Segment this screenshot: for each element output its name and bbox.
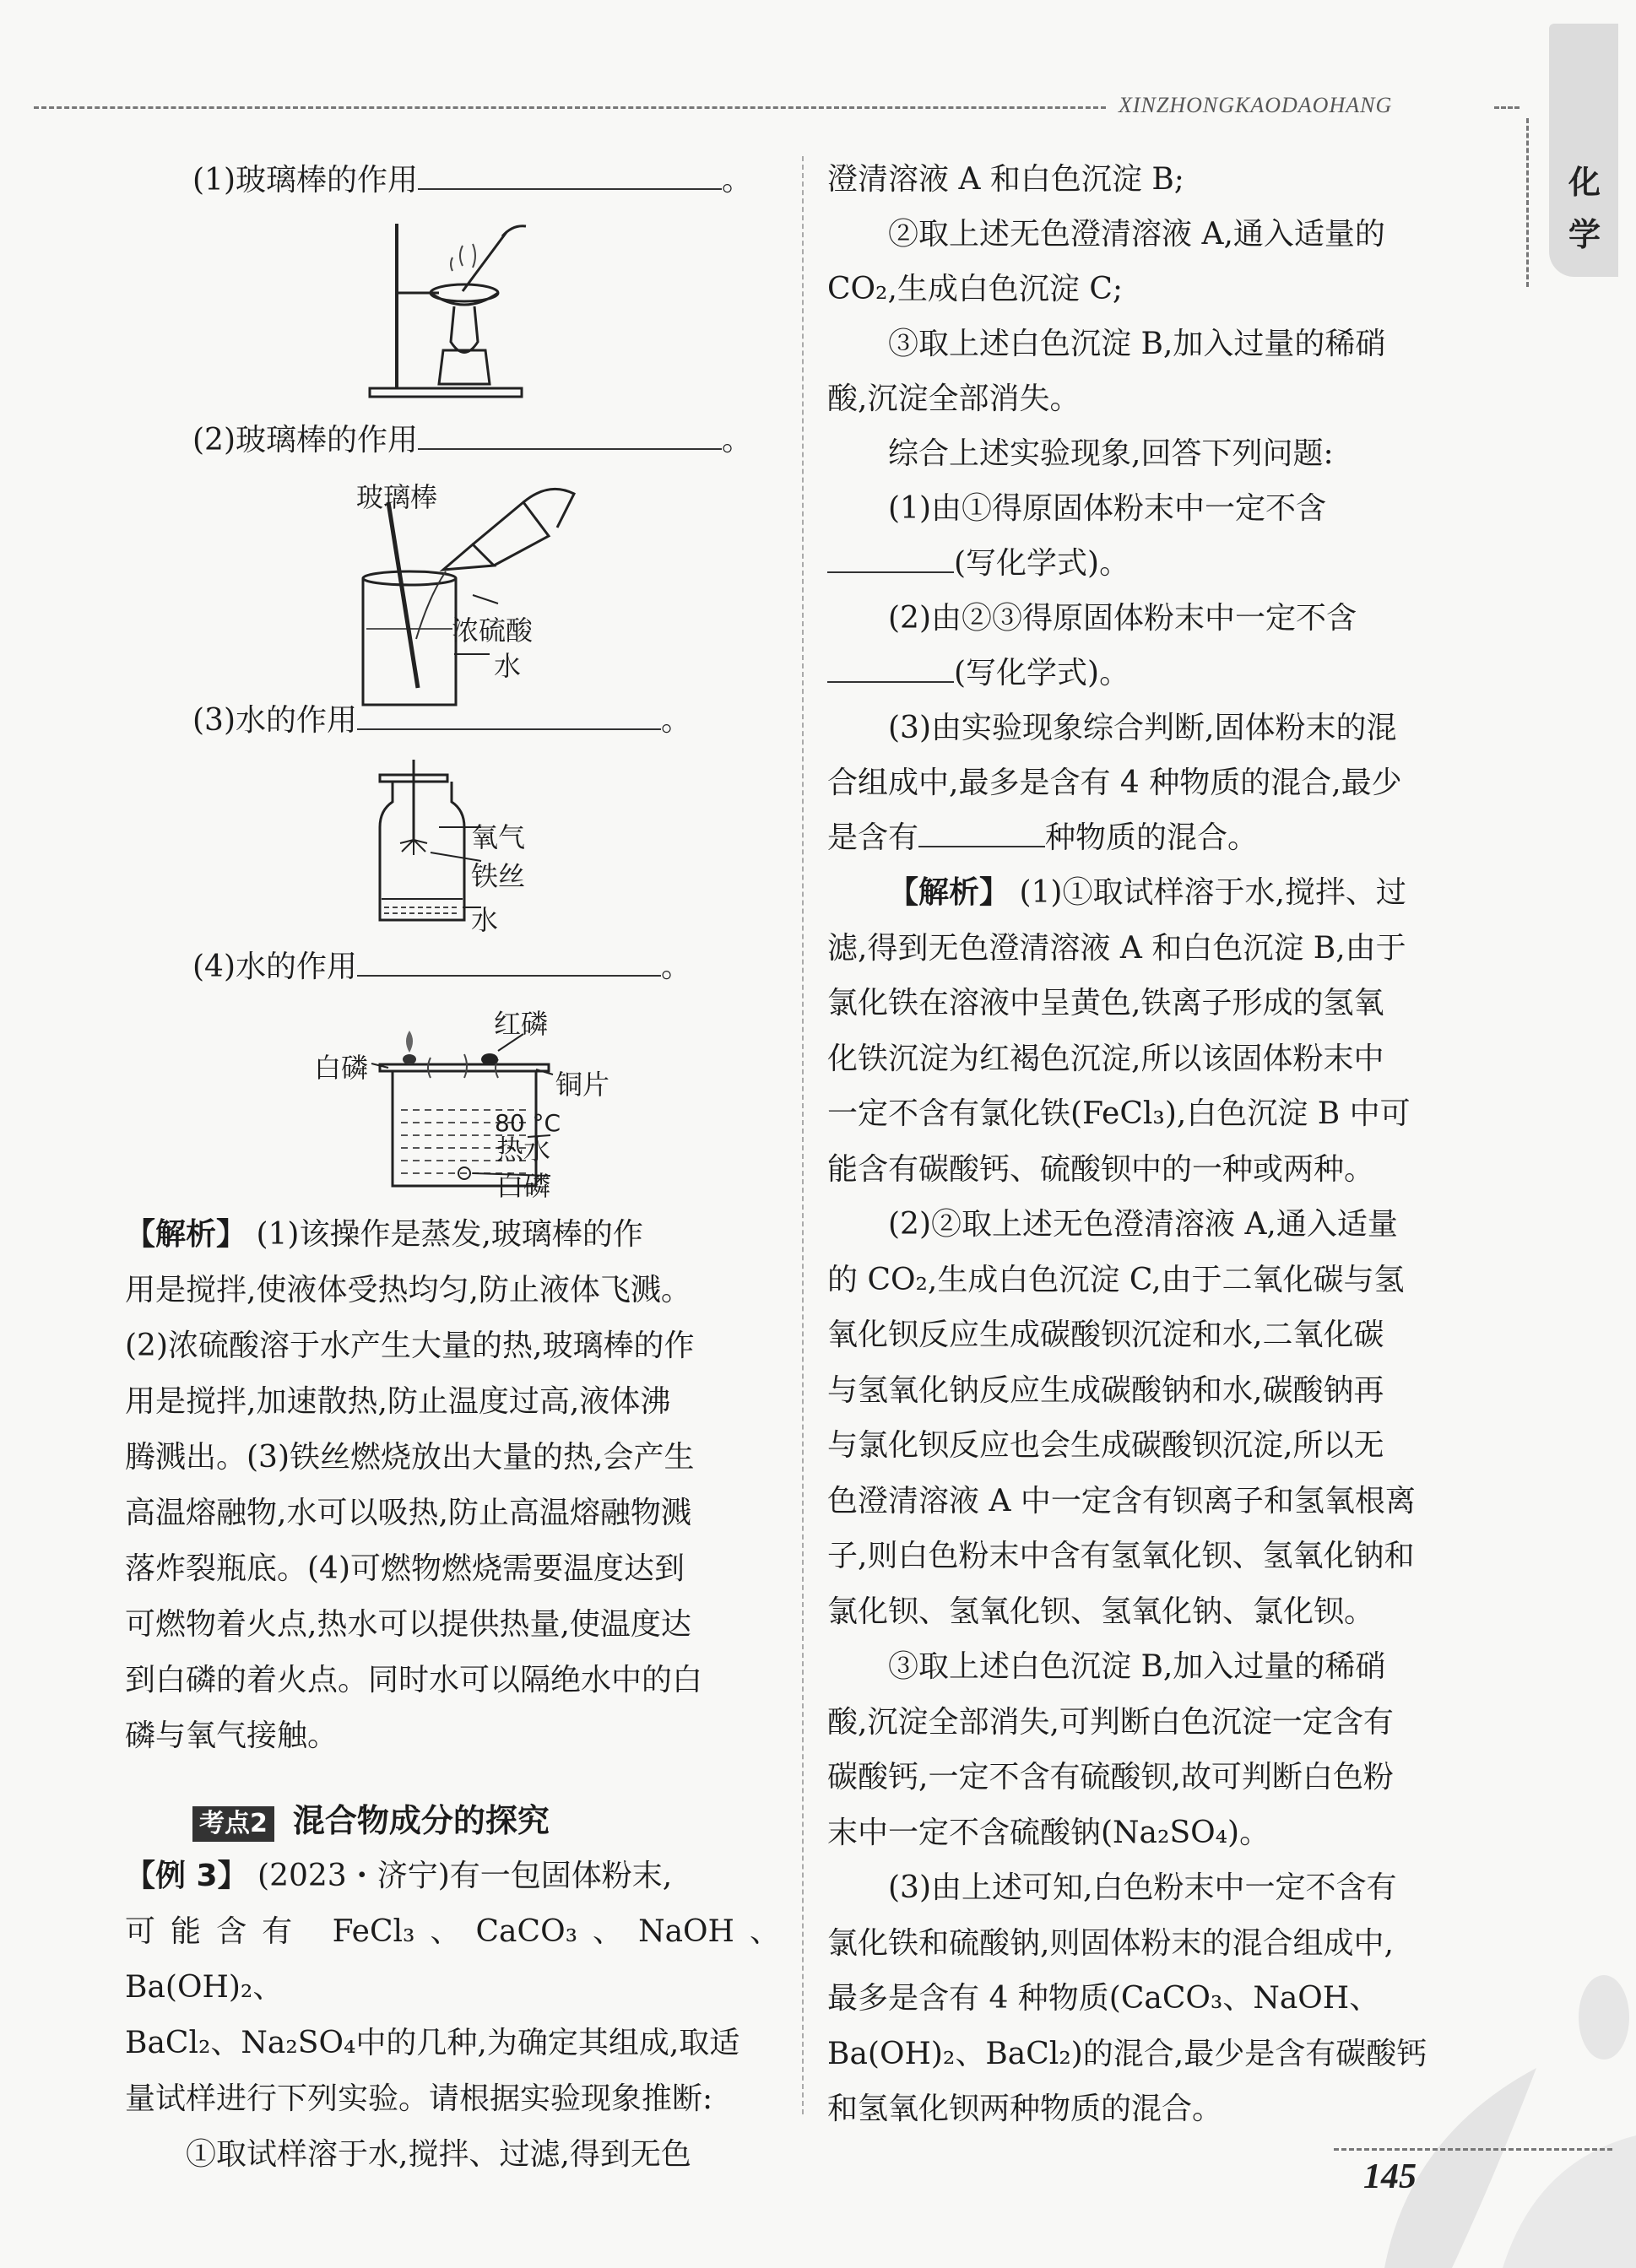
answer-blank-3[interactable] — [357, 728, 661, 730]
left-analysis-line: 高温熔融物,水可以吸热,防止高温熔融物溅 — [125, 1496, 691, 1530]
answer-blank-r1[interactable] — [827, 571, 954, 573]
example-line: 【例 3】 (2023・济宁)有一包固体粉末, — [125, 1859, 673, 1893]
right-analysis-line: 滤,得到无色澄清溶液 A 和白色沉淀 B,由于 — [827, 930, 1406, 966]
right-analysis-line: 最多是含有 4 种物质(CaCO₃、NaOH、 — [827, 1981, 1380, 2016]
right-line: ②取上述无色澄清溶液 A,通入适量的 — [888, 217, 1385, 252]
section-badge: 考点2 — [192, 1806, 274, 1842]
right-analysis-line: 酸,沉淀全部消失,可判断白色沉淀一定含有 — [827, 1704, 1394, 1740]
right-analysis-line: 氯化铁在溶液中呈黄色,铁离子形成的氢氧 — [827, 986, 1384, 1020]
question-4: (4)水的作用 。 — [192, 950, 692, 984]
right-analysis-line: 能含有碳酸钙、硫酸钡中的一种或两种。 — [827, 1151, 1375, 1187]
right-analysis-line: ③取上述白色沉淀 B,加入过量的稀硝 — [888, 1649, 1386, 1684]
right-line: CO₂,生成白色沉淀 C; — [827, 272, 1124, 306]
label-copper-sheet: 铜片 — [555, 1069, 610, 1101]
example-3 — [125, 1849, 780, 2183]
answer-blank-2[interactable] — [418, 448, 722, 450]
right-analysis-line: (3)由上述可知,白色粉末中一定不含有 — [888, 1870, 1397, 1905]
decorative-leaf-pattern — [1283, 1967, 1636, 2268]
example-line: BaCl₂、Na₂SO₄中的几种,为确定其组成,取适 — [125, 2026, 740, 2060]
label-red-phosphorus: 红磷 — [494, 1008, 549, 1040]
right-column-top — [827, 152, 1482, 865]
right-line: 是含有 种物质的混合。 — [827, 820, 1259, 855]
right-analysis-line: 碳酸钙,一定不含有硫酸钡,故可判断白色粉 — [827, 1760, 1394, 1794]
right-analysis-line: 氧化钡反应生成碳酸钡沉淀和水,二氧化碳 — [827, 1318, 1384, 1352]
label-water: 水 — [494, 650, 522, 682]
answer-blank-4[interactable] — [357, 975, 661, 977]
right-analysis-line: 的 CO₂,生成白色沉淀 C,由于二氧化碳与氢 — [827, 1262, 1405, 1297]
right-analysis — [827, 865, 1482, 2137]
question-3: (3)水的作用 。 — [192, 703, 692, 738]
label-glass-rod: 玻璃棒 — [356, 481, 438, 513]
left-analysis-line: 用是搅拌,使液体受热均匀,防止液体飞溅。 — [125, 1273, 691, 1307]
right-analysis-line: 和氢氧化钡两种物质的混合。 — [827, 2092, 1223, 2126]
right-analysis-line: 与氯化钡反应也会生成碳酸钡沉淀,所以无 — [827, 1428, 1384, 1463]
header-title: XINZHONGKAODAOHANG — [1119, 93, 1393, 117]
right-analysis-line: 子,则白色粉末中含有氢氧化钡、氢氧化钠和 — [827, 1539, 1415, 1573]
left-analysis-line: 到白磷的着火点。同时水可以隔绝水中的白 — [125, 1663, 703, 1697]
right-line: 综合上述实验现象,回答下列问题: — [888, 436, 1334, 471]
label-conc-acid: 浓硫酸 — [452, 614, 534, 647]
left-analysis — [125, 1207, 780, 1764]
right-line: (2)由②③得原固体粉末中一定不含 — [888, 601, 1357, 636]
left-analysis-line: 可燃物着火点,热水可以提供热量,使温度达 — [125, 1607, 691, 1642]
label-white-phosphorus: 白磷 — [314, 1052, 369, 1084]
right-line: 合组成中,最多是含有 4 种物质的混合,最少 — [827, 766, 1402, 800]
left-analysis-line: 【解析】 (1)该操作是蒸发,玻璃棒的作 — [125, 1217, 643, 1252]
section-heading — [192, 1794, 550, 1849]
column-divider — [802, 156, 804, 2114]
label-hot-water: 热水 — [496, 1134, 551, 1166]
tab-dashed-border — [1526, 118, 1529, 287]
right-analysis-line: Ba(OH)₂、BaCl₂)的混合,最少是含有碳酸钙 — [827, 2036, 1427, 2071]
right-analysis-line: 【解析】 (1)①取试样溶于水,搅拌、过 — [888, 875, 1406, 910]
right-analysis-line: 一定不含有氯化铁(FeCl₃),白色沉淀 B 中可 — [827, 1096, 1411, 1131]
right-line: ③取上述白色沉淀 B,加入过量的稀硝 — [888, 327, 1386, 361]
right-line: (1)由①得原固体粉末中一定不含 — [888, 491, 1326, 526]
dilution-figure — [346, 477, 625, 722]
evaporation-apparatus-figure — [363, 215, 532, 401]
answer-blank-r2[interactable] — [827, 681, 954, 683]
right-line: (3)由实验现象综合判断,固体粉末的混 — [888, 711, 1397, 745]
footer-rule — [1334, 2148, 1612, 2151]
right-analysis-line: 氯化铁和硫酸钠,则固体粉末的混合组成中, — [827, 1925, 1394, 1961]
answer-blank-1[interactable] — [418, 188, 722, 190]
right-line: 澄清溶液 A 和白色沉淀 B; — [827, 162, 1184, 197]
right-analysis-line: 色澄清溶液 A 中一定含有钡离子和氢氧根离 — [827, 1483, 1416, 1518]
right-analysis-line: (2)②取上述无色澄清溶液 A,通入适量 — [888, 1207, 1398, 1242]
question-2: (2)玻璃棒的作用 。 — [192, 423, 753, 457]
right-line: (写化学式)。 — [827, 646, 1482, 701]
label-oxygen: 氧气 — [471, 821, 526, 853]
header-rule-end — [1494, 106, 1520, 109]
right-analysis-line: 与氢氧化钠反应生成碳酸钠和水,碳酸钠再 — [827, 1372, 1384, 1408]
label-iron-wire: 铁丝 — [471, 860, 526, 892]
label-temperature: 80 °C — [495, 1109, 561, 1137]
left-analysis-line: 腾溅出。(3)铁丝燃烧放出大量的热,会产生 — [125, 1440, 695, 1475]
label-white-phosphorus-2: 白磷 — [496, 1170, 551, 1202]
right-line: 酸,沉淀全部消失。 — [827, 382, 1081, 416]
right-line: (写化学式)。 — [827, 536, 1482, 591]
right-analysis-line: 化铁沉淀为红褐色沉淀,所以该固体粉末中 — [827, 1041, 1384, 1076]
example-line: ①取试样溶于水,搅拌、过滤,得到无色 — [186, 2137, 691, 2172]
left-analysis-line: 落炸裂瓶底。(4)可燃物燃烧需要温度达到 — [125, 1551, 685, 1586]
right-analysis-line: 末中一定不含硫酸钠(Na₂SO₄)。 — [827, 1815, 1270, 1850]
question-1: (1)玻璃棒的作用 。 — [192, 163, 753, 198]
subject-tab-label: 化学 — [1568, 164, 1601, 253]
left-analysis-line: 磷与氧气接触。 — [125, 1719, 339, 1753]
phosphorus-figure — [314, 1000, 625, 1203]
header-rule — [34, 106, 1106, 109]
right-analysis-line: 氯化钡、氢氧化钡、氢氧化钠、氯化钡。 — [827, 1594, 1375, 1629]
answer-blank-r3[interactable] — [918, 846, 1045, 847]
example-line: 量试样进行下列实验。请根据实验现象推断: — [125, 2081, 713, 2116]
example-line: 可能含有 FeCl₃、CaCO₃、NaOH、Ba(OH)₂、 — [125, 1914, 780, 2005]
page-number: 145 — [1363, 2157, 1417, 2196]
section-title: 混合物成分的探究 — [292, 1802, 550, 1839]
left-analysis-line: (2)浓硫酸溶于水产生大量的热,玻璃棒的作 — [125, 1329, 695, 1363]
iron-combustion-figure — [363, 760, 599, 936]
label-water-2: 水 — [471, 904, 499, 936]
left-analysis-line: 用是搅拌,加速散热,防止温度过高,液体沸 — [125, 1384, 671, 1419]
